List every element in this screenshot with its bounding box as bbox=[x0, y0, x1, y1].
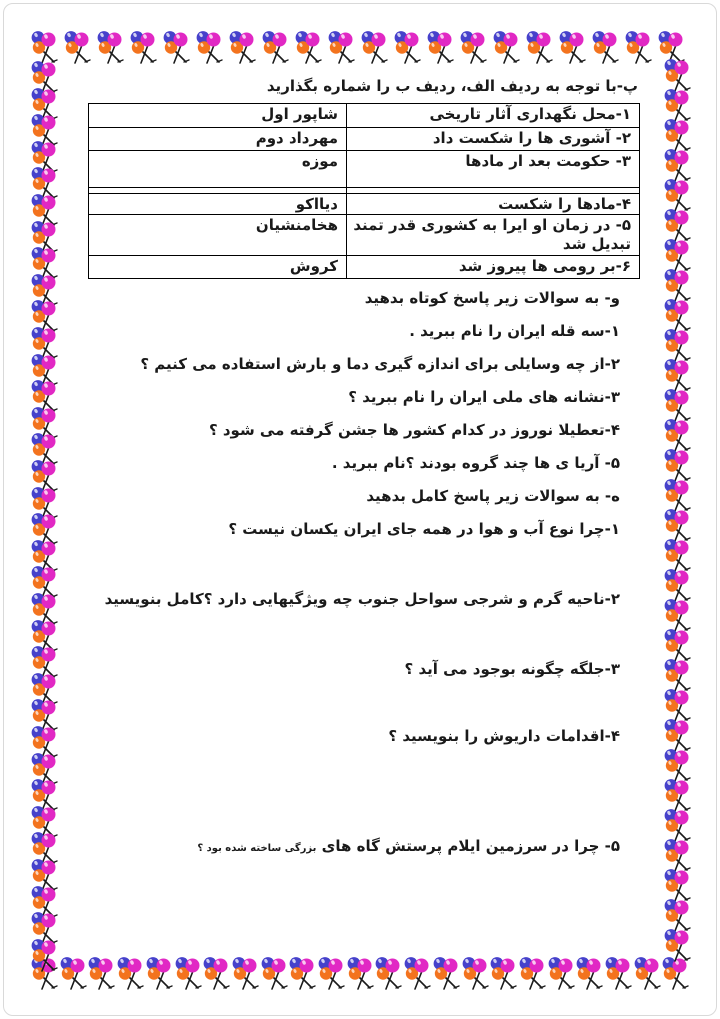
balloon-cluster-icon bbox=[663, 868, 693, 902]
table-cell-item: ۶-بر رومی ها پیروز شد bbox=[347, 256, 640, 279]
matching-table bbox=[88, 103, 640, 279]
question-text: ۵- چرا در سرزمین ایلام پرستش گاه های bbox=[316, 837, 620, 855]
balloon-cluster-icon bbox=[231, 956, 261, 990]
balloon-cluster-icon bbox=[518, 956, 548, 990]
short-question-1: ۱-سه قله ایران را نام ببرید . bbox=[409, 322, 620, 340]
balloon-cluster-icon bbox=[663, 148, 693, 182]
balloon-cluster-icon bbox=[525, 30, 555, 64]
table-cell-item: ۳- حکومت بعد ار مادها bbox=[347, 151, 640, 188]
balloon-cluster-icon bbox=[30, 30, 60, 64]
balloon-cluster-icon bbox=[96, 30, 126, 64]
balloon-cluster-icon bbox=[459, 30, 489, 64]
table-cell-answer: هخامنشیان bbox=[89, 215, 347, 256]
table-cell-answer: کروش bbox=[89, 256, 347, 279]
balloon-cluster-icon bbox=[294, 30, 324, 64]
full-answer-heading: ه- به سوالات زیر پاسخ کامل بدهید bbox=[366, 487, 620, 505]
balloon-cluster-icon bbox=[461, 956, 491, 990]
balloon-cluster-icon bbox=[663, 328, 693, 362]
balloon-cluster-icon bbox=[663, 298, 693, 332]
table-cell-item: ۴-مادها را شکست bbox=[347, 194, 640, 215]
full-question-1 bbox=[88, 519, 620, 542]
balloon-cluster-icon bbox=[663, 748, 693, 782]
balloon-cluster-icon bbox=[492, 30, 522, 64]
balloon-cluster-icon bbox=[663, 478, 693, 512]
balloon-cluster-icon bbox=[663, 928, 693, 962]
balloon-cluster-icon bbox=[327, 30, 357, 64]
balloon-cluster-icon bbox=[261, 30, 291, 64]
balloon-cluster-icon bbox=[195, 30, 225, 64]
short-question-3: ۳-نشانه های ملی ایران را نام ببرید ؟ bbox=[348, 388, 620, 406]
balloon-cluster-icon bbox=[663, 808, 693, 842]
balloon-cluster-icon bbox=[663, 388, 693, 422]
table-row bbox=[89, 151, 640, 188]
balloon-cluster-icon bbox=[63, 30, 93, 64]
balloon-cluster-icon bbox=[663, 508, 693, 542]
balloon-cluster-icon bbox=[663, 268, 693, 302]
balloon-cluster-icon bbox=[129, 30, 159, 64]
balloon-cluster-icon bbox=[663, 658, 693, 692]
balloon-cluster-icon bbox=[663, 898, 693, 932]
balloon-cluster-icon bbox=[558, 30, 588, 64]
balloon-cluster-icon bbox=[547, 956, 577, 990]
balloon-cluster-icon bbox=[663, 718, 693, 752]
full-question-4 bbox=[88, 726, 620, 749]
short-question-5: ۵- آریا ی ها چند گروه بودند ؟نام ببرید . bbox=[331, 454, 620, 472]
full-question-2 bbox=[88, 589, 620, 612]
balloon-cluster-icon bbox=[489, 956, 519, 990]
table-cell-answer: دیااکو bbox=[89, 194, 347, 215]
table-cell-item: ۱-محل نگهداری آثار تاریخی bbox=[347, 104, 640, 128]
balloon-cluster-icon bbox=[663, 688, 693, 722]
balloon-cluster-icon bbox=[346, 956, 376, 990]
balloon-cluster-icon bbox=[663, 118, 693, 152]
balloon-cluster-icon bbox=[145, 956, 175, 990]
balloon-cluster-icon bbox=[575, 956, 605, 990]
balloon-cluster-icon bbox=[633, 956, 663, 990]
balloon-cluster-icon bbox=[663, 88, 693, 122]
table-cell-answer: موزه bbox=[89, 151, 347, 188]
question-text: ۲-ناحیه گرم و شرجی سواحل جنوب چه ویژگیهایی دارد ؟کامل بنویسید bbox=[104, 590, 620, 608]
question-text: ۴-اقدامات داریوش را بنویسید ؟ bbox=[388, 727, 620, 745]
balloon-cluster-icon bbox=[663, 538, 693, 572]
balloon-cluster-icon bbox=[663, 358, 693, 392]
table-cell-item: ۲- آشوری ها را شکست داد bbox=[347, 128, 640, 151]
full-question-5 bbox=[88, 836, 620, 859]
balloon-cluster-icon bbox=[162, 30, 192, 64]
short-answer-heading: و- به سوالات زیر پاسخ کوتاه بدهید bbox=[364, 289, 620, 307]
section-c-heading: پ-با توجه به ردیف الف، ردیف ب را شماره بگذارید bbox=[266, 77, 638, 95]
balloon-cluster-icon bbox=[116, 956, 146, 990]
full-question-3 bbox=[88, 659, 620, 682]
balloon-cluster-icon bbox=[317, 956, 347, 990]
question-text: ۳-جلگه چگونه بوجود می آید ؟ bbox=[404, 660, 620, 678]
balloon-cluster-icon bbox=[624, 30, 654, 64]
balloon-cluster-icon bbox=[426, 30, 456, 64]
balloon-cluster-icon bbox=[663, 418, 693, 452]
balloon-cluster-icon bbox=[663, 448, 693, 482]
balloon-cluster-icon bbox=[663, 568, 693, 602]
balloon-cluster-icon bbox=[663, 838, 693, 872]
balloon-cluster-icon bbox=[228, 30, 258, 64]
balloon-cluster-icon bbox=[604, 956, 634, 990]
table-row bbox=[89, 194, 640, 215]
balloon-cluster-icon bbox=[360, 30, 390, 64]
table-row bbox=[89, 215, 640, 256]
balloon-cluster-icon bbox=[202, 956, 232, 990]
short-question-2: ۲-از چه وسایلی برای اندازه گیری دما و بارش استفاده می کنیم ؟ bbox=[140, 355, 620, 373]
balloon-cluster-icon bbox=[393, 30, 423, 64]
balloon-cluster-icon bbox=[432, 956, 462, 990]
question-text: ۱-چرا نوع آب و هوا در همه جای ایران یکسان نیست ؟ bbox=[228, 520, 620, 538]
table-cell-answer: شاپور اول bbox=[89, 104, 347, 128]
balloon-cluster-icon bbox=[663, 58, 693, 92]
balloon-cluster-icon bbox=[663, 178, 693, 212]
balloon-cluster-icon bbox=[591, 30, 621, 64]
table-row bbox=[89, 128, 640, 151]
question-text-small: بزرگی ساخته شده بود ؟ bbox=[197, 843, 317, 854]
balloon-cluster-icon bbox=[663, 628, 693, 662]
short-question-4: ۴-تعطیلا نوروز در کدام کشور ها جشن گرفته می شود ؟ bbox=[208, 421, 620, 439]
balloon-cluster-icon bbox=[288, 956, 318, 990]
balloon-cluster-icon bbox=[174, 956, 204, 990]
balloon-cluster-icon bbox=[403, 956, 433, 990]
balloon-cluster-icon bbox=[663, 238, 693, 272]
balloon-cluster-icon bbox=[87, 956, 117, 990]
balloon-cluster-icon bbox=[663, 208, 693, 242]
balloon-cluster-icon bbox=[374, 956, 404, 990]
questions-area bbox=[88, 288, 620, 859]
balloon-cluster-icon bbox=[260, 956, 290, 990]
balloon-cluster-icon bbox=[59, 956, 89, 990]
table-cell-item: ۵- در زمان او ایرا به کشوری قدر تمند تبدیل شد bbox=[347, 215, 640, 256]
balloon-cluster-icon bbox=[663, 778, 693, 812]
balloon-cluster-icon bbox=[30, 938, 60, 972]
table-row bbox=[89, 104, 640, 128]
table-cell-answer: مهرداد دوم bbox=[89, 128, 347, 151]
balloon-cluster-icon bbox=[663, 598, 693, 632]
table-row bbox=[89, 256, 640, 279]
